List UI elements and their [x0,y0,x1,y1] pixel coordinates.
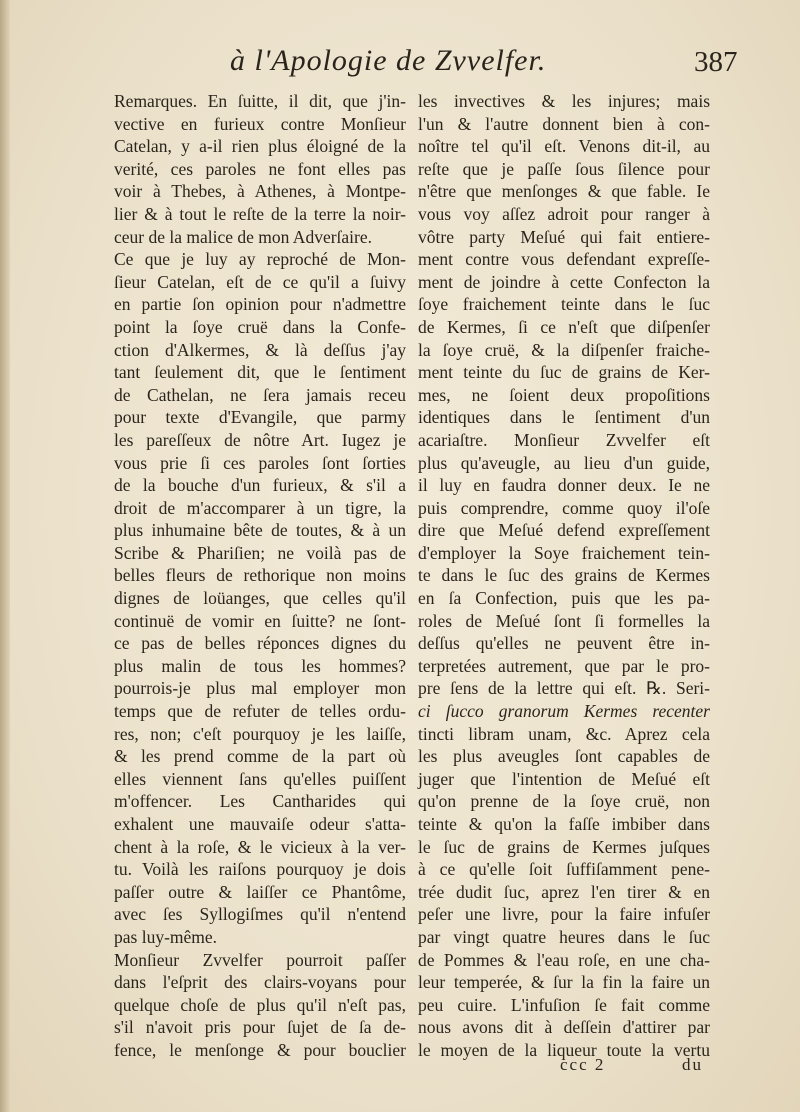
text-line: ceur de la malice de mon Adverſaire. [114,226,373,247]
text-line: ſieur Catelan, eſt de ce qu'il a ſuivy [114,271,406,292]
text-line: vôtre party Meſué qui fait entiere- [418,226,710,247]
text-line: ment de joindre à cette Confecton la [418,271,710,292]
text-line: mes, ne ſoient deux propoſitions [418,384,710,405]
text-line: le moyen de la liqueur toute la vertu [418,1039,710,1060]
text-line: exhalent une mauvaiſe odeur s'atta- [114,814,406,834]
text-line: teinte & qu'on la faſſe imbiber dans [418,814,710,834]
text-line: vous voy aſſez adroit pour ranger à [418,203,710,224]
text-line: acariaſtre. Monſieur Zvvelfer eſt [418,429,710,450]
text-line: Monſieur Zvvelfer pourroit paſſer [114,949,406,970]
text-line: point la ſoye cruë dans la Confe- [114,316,406,337]
text-line: tincti libram unam, &c. Aprez cela [418,723,710,744]
text-line: belles fleurs de rethorique non moins [114,565,406,586]
text-line: dans l'eſprit des clairs-voyans pour [114,972,406,993]
text-line: droit de m'accomparer à un tigre, la [114,497,406,518]
text-line: dire que Meſué defend expreſſement [418,520,710,541]
text-line: Scribe & Phariſien; ne voilà pas de [114,542,406,563]
text-line: trée dudit ſuc, aprez l'en tirer & en [418,881,710,902]
text-line: peu cuire. L'infuſion ſe fait comme [418,994,710,1015]
text-line: en ſa Confection, puis que les pa- [418,588,710,609]
text-line: paſſer outre & laiſſer ce Phantôme, [114,881,406,902]
text-line: de la bouche d'un furieux, & s'il a [114,475,406,496]
text-line: les plus aveugles ſont capables de [418,746,710,767]
text-line: le ſuc de grains de Kermes juſques [418,836,710,857]
text-line: il luy en faudra donner deux. Ie ne [418,475,710,496]
text-line: peſer une livre, pour la faire infuſer [418,904,710,925]
text-line: les pareſſeux de nôtre Art. Iugez je [114,429,406,450]
text-line: temps que de refuter de telles ordu- [114,701,406,722]
text-line: vective en furieux contre Monſieur [114,113,406,134]
text-line: juger que l'intention de Meſué eſt [418,768,710,789]
text-line: Catelan, y a-il rien plus éloigné de la [114,136,406,157]
text-line: qu'on prenne de la ſoye cruë, non [418,791,710,812]
text-line: m'offencer. Les Cantharides qui [114,791,406,812]
text-line: continuë de vomir en ſuitte? ne ſont- [114,610,406,631]
text-line: voir à Thebes, à Athenes, à Montpe- [114,181,406,202]
text-line: Remarques. En ſuitte, il dit, que j'in- [114,91,406,111]
signature-mark: ccc 2 [560,1055,606,1074]
text-line: puis comprendre, comme quoy il'oſe [418,497,710,518]
text-line: res, non; c'eſt pourquoy je les laiſſe, [114,723,406,744]
text-line: lier & à tout le reſte de la terre la noir- [114,203,406,224]
text-line: verité, ces paroles ne font elles pas [114,158,406,179]
text-line: de Cathelan, ne ſera jamais receu [114,384,406,405]
text-line: roles de Meſué ſont ſi formelles la [418,610,710,631]
text-line: ction d'Alkermes, & là deſſus j'ay [114,339,406,360]
text-line: fence, le menſonge & pour bouclier [114,1039,406,1060]
text-line: pour texte d'Evangile, que parmy [114,407,406,428]
text-line: deſſus qu'elles ne peuvent être in- [418,633,710,654]
text-line: ce pas de belles réponces dignes du [114,633,406,654]
page-header [0,44,800,88]
text-line: & les prend comme de la part où [114,746,406,767]
text-line: noître tel qu'il eſt. Venons dit-il, au [418,136,710,157]
text-line: reſte que je paſſe ſous ſilence pour [418,158,710,179]
text-line: de Pommes & l'eau roſe, en une cha- [418,949,710,970]
text-line: chent à la roſe, & le vicieux à la ver- [114,836,406,857]
text-line: nous avons dit à deſſein d'attirer par [418,1017,710,1038]
text-line: ment contre vous defendant expreſſe- [418,249,710,270]
text-line: s'il n'avoit pris pour ſujet de ſa de- [114,1017,406,1038]
text-line: en partie ſon opinion pour n'admettre [114,294,406,315]
page-number: 387 [694,46,738,78]
text-line: avec ſes Syllogiſmes qu'il n'entend [114,904,406,925]
binding-shadow [0,0,10,1112]
running-title: à l'Apologie de Zvvelfer. [230,44,547,77]
text-line: d'employer la Soye fraichement tein- [418,542,710,563]
text-line: à ce qu'elle ſoit ſuffiſamment pene- [418,859,710,880]
text-line: ment teinte du ſuc de grains de Ker- [418,362,710,383]
text-column-right [418,90,710,1062]
text-line: elles viennent ſans qu'elles puiſſent [114,768,406,789]
text-line: vous prie ſi ces paroles ſont ſorties [114,452,406,473]
text-line: pourrois-je plus mal employer mon [114,678,406,699]
text-line: par vingt quatre heures dans le ſuc [418,926,710,947]
text-line: ſoye fraichement teinte dans le ſuc [418,294,710,315]
text-line: dignes de loüanges, que celles qu'il [114,588,406,609]
text-line: tu. Voilà les raiſons pourquoy je dois [114,859,406,880]
text-line: ci ſucco granorum Kermes recenter [418,701,710,722]
text-line: de Kermes, ſi ce n'eſt que diſpenſer [418,316,710,337]
text-column-left [114,90,406,1062]
text-line: quelque choſe de plus qu'il n'eſt pas, [114,994,406,1015]
text-line: leur temperée, & ſur la fin la faire un [418,972,710,993]
text-line: plus qu'aveugle, au lieu d'un guide, [418,452,710,473]
text-line: pre ſens de la lettre qui eſt. ℞. Seri- [418,678,710,699]
text-line: l'un & l'autre donnent bien à con- [418,113,710,134]
text-line: plus inhumaine bête de toutes, & à un [114,520,406,541]
text-line: Ce que je luy ay reproché de Mon- [114,249,406,270]
text-line: terpretées autrement, que par le pro- [418,655,710,676]
text-line: n'être que menſonges & que fable. Ie [418,181,710,202]
text-line: tant ſeulement dit, que le ſentiment [114,362,406,383]
text-line: les invectives & les injures; mais [418,91,710,111]
text-line: la ſoye cruë, & la diſpenſer fraiche- [418,339,710,360]
text-line: plus malin de tous les hommes? [114,655,406,676]
catchword: du [682,1055,703,1074]
text-line: te dans le ſuc des grains de Kermes [418,565,710,586]
text-line: pas luy-même. [114,926,218,947]
text-line: identiques dans le ſentiment d'un [418,407,710,428]
